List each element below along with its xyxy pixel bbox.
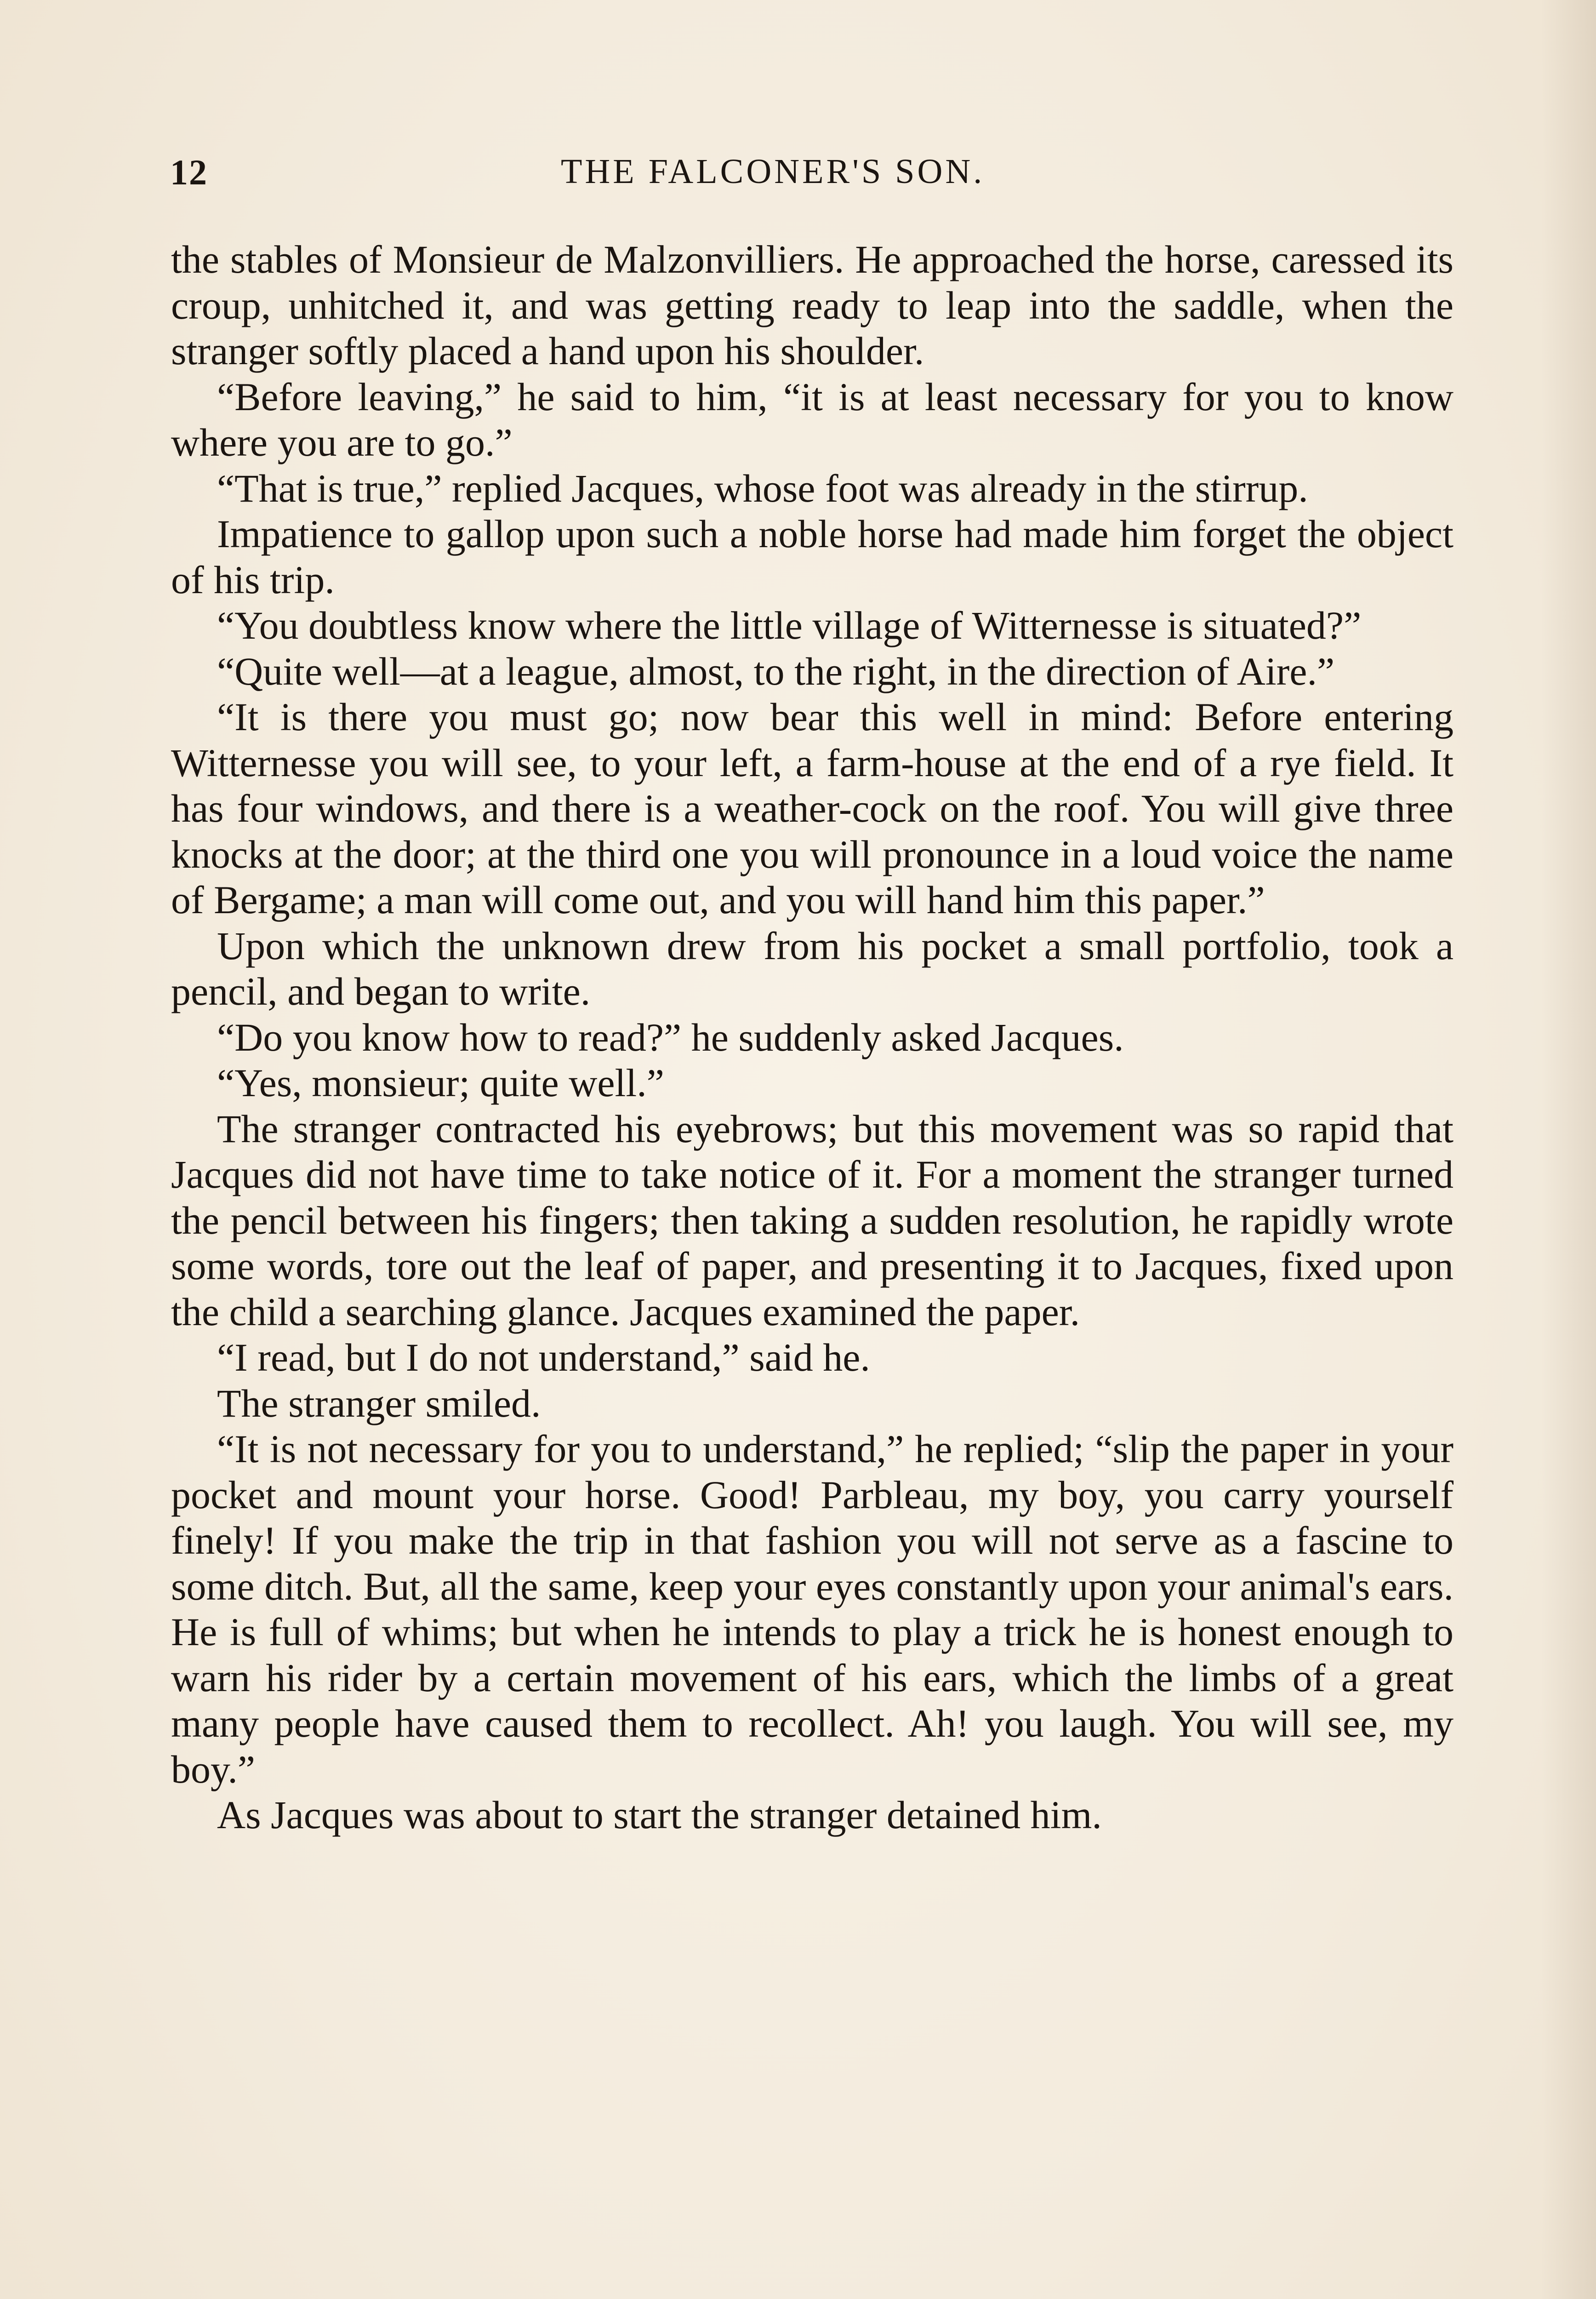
paragraph: “I read, but I do not understand,” said he. [217,1335,870,1379]
paragraph: the stables of Monsieur de Malzonvilliers. He approached the horse, caressed its croup, unhitched it, and was getting ready to leap into the saddle, when the stranger softly placed a hand upon his shoulder. [171,237,1454,373]
paragraph: “Quite well—at a league, almost, to the right, in the direction of Aire.” [217,649,1335,693]
paragraph: “It is not necessary for you to understand,” he replied; “slip the paper in your pocket and mount your horse. Good! Parbleau, my boy, you carry yourself finely! If you make the trip in that fashion you will not serve as a fascine to some ditch. But, all the same, keep your eyes constantly upon your animal's ears. He is full of whims; but when he intends to play a trick he is honest enough to warn his rider by a certain movement of his ears, which the limbs of a great many people have caused them to recollect. Ah! you laugh. You will see, my boy.” [171,1427,1454,1791]
running-title: THE FALCONER'S SON. [561,152,985,191]
paragraph: “Do you know how to read?” he suddenly asked Jacques. [217,1015,1124,1059]
paragraph: Impatience to gallop upon such a noble horse had made him forget the object of his trip. [171,512,1454,602]
page-number: 12 [170,152,208,192]
paragraph: The stranger contracted his eyebrows; but this movement was so rapid that Jacques did not have time to take notice of it. For a moment the stranger turned the pencil between his fingers; then taking a sudden resolution, he rapidly wrote some words, tore out the leaf of paper, and presenting it to Jacques, fixed upon the child a searching glance. Jacques examined the paper. [171,1106,1454,1334]
paragraph: As Jacques was about to start the stranger detained him. [217,1793,1102,1837]
paragraph: “Yes, monsieur; quite well.” [217,1061,664,1105]
paragraph: The stranger smiled. [217,1381,541,1425]
paragraph: “It is there you must go; now bear this well in mind: Before entering Witternesse you will see, to your left, a farm-house at the end of a rye field. It has four windows, and there is a weather-cock on the roof. You will give three knocks at the door; at the third one you will pronounce in a loud voice the name of Bergame; a man will come out, and you will hand him this paper.” [171,695,1454,922]
paragraph: “Before leaving,” he said to him, “it is at least necessary for you to know where you are to go.” [171,374,1454,464]
running-header [170,152,1457,207]
paragraph: Upon which the unknown drew from his pocket a small portfolio, took a pencil, and began to write. [171,923,1454,1013]
paragraph: “That is true,” replied Jacques, whose foot was already in the stirrup. [217,466,1308,510]
paragraph: “You doubtless know where the little village of Witternesse is situated?” [217,603,1362,647]
page-edge-shadow [1541,0,1596,2299]
body-text [171,237,1454,1838]
